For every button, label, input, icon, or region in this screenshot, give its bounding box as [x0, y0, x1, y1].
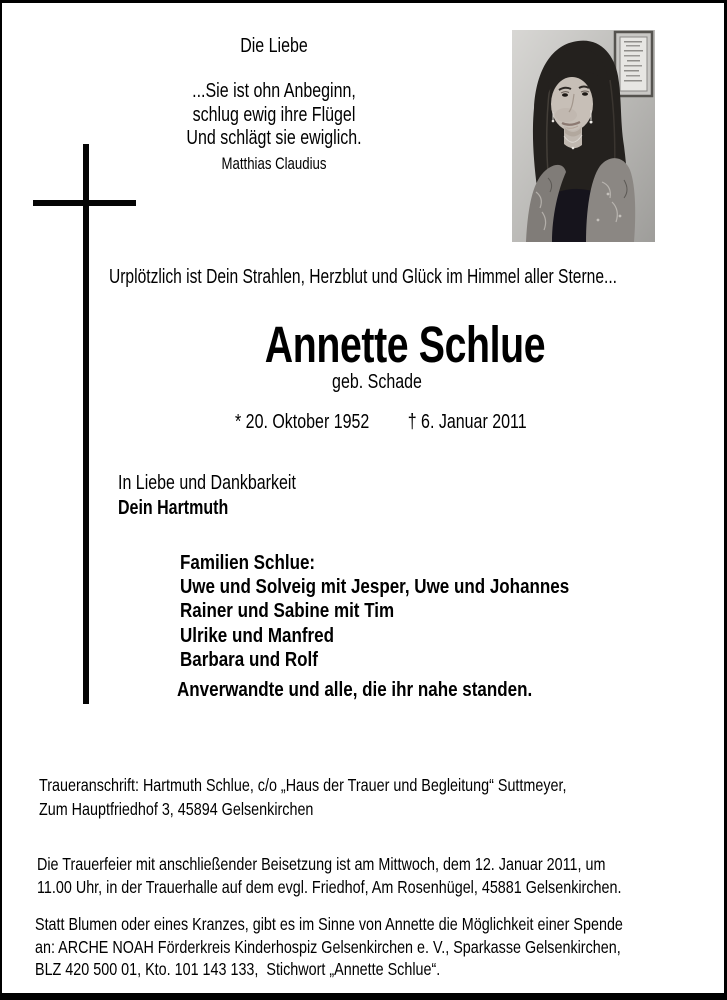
cross-icon	[83, 144, 89, 704]
family-lines: Uwe und Solveig mit Jesper, Uwe und Johannes Rainer und Sabine mit Tim Ulrike und Manfred Barbara und Rolf	[180, 576, 570, 671]
funeral-service-info: Die Trauerfeier mit anschließender Beisetzung ist am Mittwoch, dem 12. Januar 2011, um 11.00 Uhr, in der Trauerhalle auf dem evgl. Friedhof, Am Rosenhügel, 45881 Gelsenkirchen.	[37, 854, 622, 897]
cross-icon-arm	[33, 200, 136, 206]
dedication-name: Dein Hartmuth	[118, 497, 229, 519]
poem-author: Matthias Claudius	[221, 154, 327, 173]
poem-title: Die Liebe	[240, 35, 308, 57]
portrait-photo	[512, 30, 655, 242]
birth-date: * 20. Oktober 1952	[235, 411, 370, 433]
family-heading: Familien Schlue:	[180, 552, 316, 574]
portrait-photo-illustration	[512, 30, 655, 242]
intro-line: Urplötzlich ist Dein Strahlen, Herzblut und Glück im Himmel aller Sterne...	[108, 266, 618, 288]
family-section	[180, 551, 569, 672]
death-date: † 6. Januar 2011	[407, 411, 527, 433]
poem-section	[94, 34, 454, 174]
dedication-section	[118, 471, 296, 521]
closing-line: Anverwandte und alle, die ihr nahe standen.	[177, 679, 533, 701]
deceased-name: Annette Schlue	[264, 316, 546, 373]
dedication-line: In Liebe und Dankbarkeit	[118, 472, 296, 494]
poem-lines: ...Sie ist ohn Anbeginn, schlug ewig ihre Flügel Und schlägt sie ewiglich.	[186, 80, 362, 149]
maiden-name: geb. Schade	[332, 371, 422, 393]
donation-info: Statt Blumen oder eines Kranzes, gibt es im Sinne von Annette die Möglichkeit einer Spende an: ARCHE NOAH Förderkreis Kinderhospiz Gelsenkirchen e. V., Sparkasse Gelsenkirchen, BLZ 420 500 01, Kto. 101 143 133, Stichwort „Annette Schlue“.	[35, 914, 623, 979]
life-dates	[235, 410, 527, 434]
mourning-address: Traueranschrift: Hartmuth Schlue, c/o „Haus der Trauer und Begleitung“ Suttmeyer, Zum Hauptfriedhof 3, 45894 Gelsenkirchen	[39, 775, 567, 819]
wall-frame	[615, 32, 652, 96]
